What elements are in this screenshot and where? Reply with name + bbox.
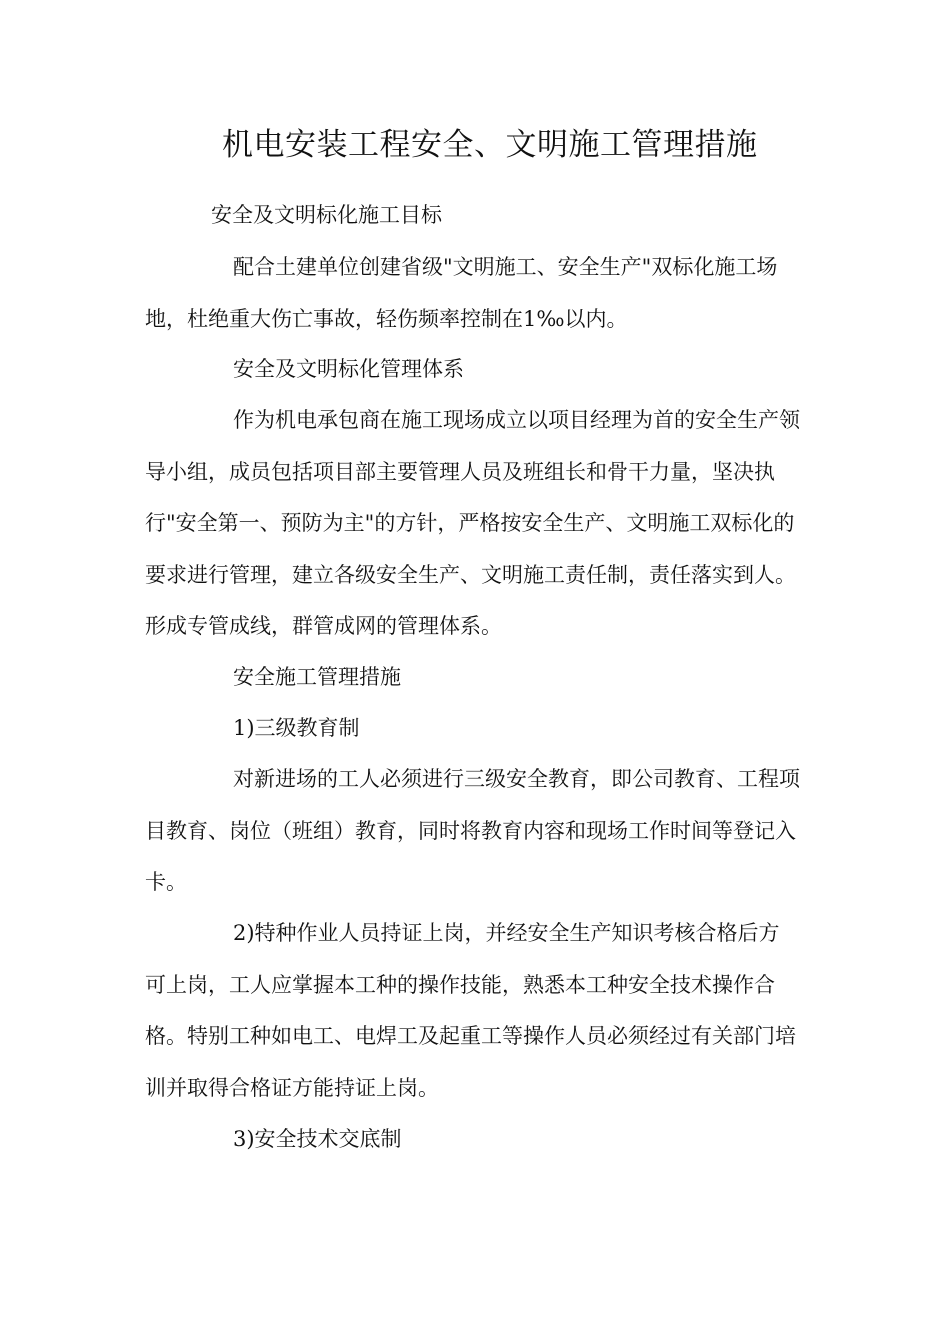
list-item-safety-briefing: 3)安全技术交底制 [233,1127,402,1151]
document-title: 机电安装工程安全、文明施工管理措施 [222,127,758,163]
section-heading-management-system: 安全及文明标化管理体系 [233,357,464,381]
paragraph-goals: 配合土建单位创建省级"文明施工、安全生产"双标化施工场地，杜绝重大伤亡事故，轻伤频率控制在1‰以内。 [145,255,778,331]
section-heading-safety-goals: 安全及文明标化施工目标 [211,203,442,227]
section-heading-safety-measures: 安全施工管理措施 [233,665,401,689]
list-item-three-level-education: 1)三级教育制 [233,716,360,740]
list-item-special-operators: 2)特种作业人员持证上岗，并经安全生产知识考核合格后方可上岗，工人应掌握本工种的操作技能，熟悉本工种安全技术操作合格。特别工种如电工、电焊工及起重工等操作人员必须经过有关部门培训并取得合格证方能持证上岗。 [145,921,796,1100]
paragraph-management-system: 作为机电承包商在施工现场成立以项目经理为首的安全生产领导小组，成员包括项目部主要管理人员及班组长和骨干力量，坚决执行"安全第一、预防为主"的方针，严格按安全生产、文明施工双标化的要求进行管理，建立各级安全生产、文明施工责任制，责任落实到人。形成专管成线，群管成网的管理体系。 [145,408,800,638]
paragraph-three-level-education: 对新进场的工人必须进行三级安全教育，即公司教育、工程项目教育、岗位（班组）教育，同时将教育内容和现场工作时间等登记入卡。 [145,767,800,894]
